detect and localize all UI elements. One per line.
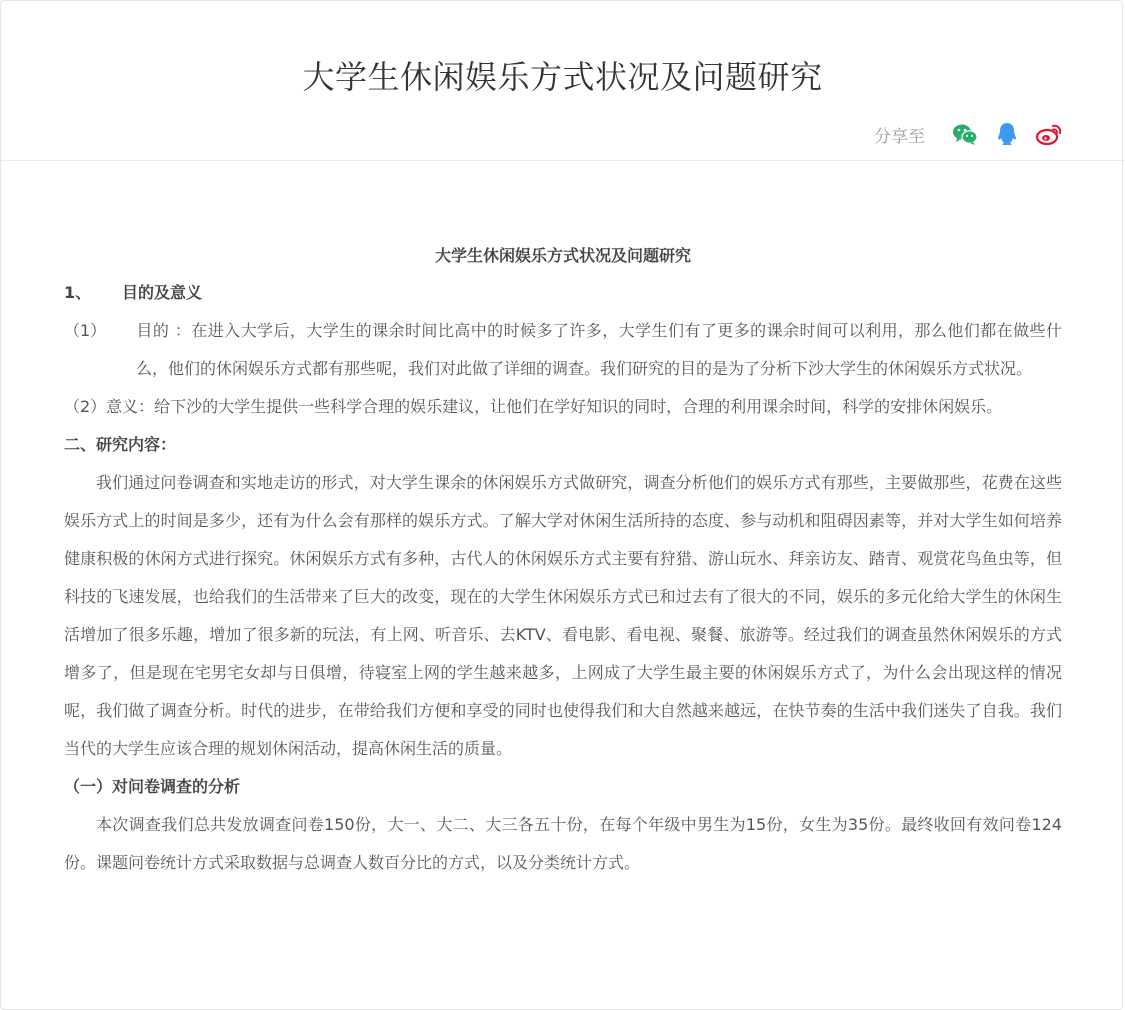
article-header	[0, 0, 1125, 161]
document-title: 大学生休闲娱乐方式状况及问题研究	[434, 246, 691, 265]
share-bar	[874, 120, 1063, 148]
paragraph-questionnaire: 本次调查我们总共发放调查问卷150份，大一、大二、大三各五十份，在每个年级中男生为15份，女生为35份。最终收回有效问卷124份。课题问卷统计方式采取数据与总调查人数百分比的方式，以及分类统计方式。	[64, 815, 1062, 872]
section-2-heading: 二、研究内容：	[64, 435, 177, 454]
paragraph-research-content: 我们通过问卷调查和实地走访的形式，对大学生课余的休闲娱乐方式做研究，调查分析他们的娱乐方式有那些，主要做那些，花费在这些娱乐方式上的时间是多少，还有为什么会有那样的娱乐方式。了解大学对休闲生活所持的态度、参与动机和阻碍因素等，并对大学生如何培养健康积极的休闲方式进行探究。休闲娱乐方式有多种，古代人的休闲娱乐方式主要有狩猎、游山玩水、拜亲访友、踏青、观赏花鸟鱼虫等，但科技的飞速发展，也给我们的生活带来了巨大的改变，现在的大学生休闲娱乐方式已和过去有了很大的不同，娱乐的多元化给大学生的休闲生活增加了很多乐趣，增加了很多新的玩法，有上网、听音乐、去KTV、看电影、看电视、聚餐、旅游等。经过我们的调查虽然休闲娱乐的方式增多了，但是现在宅男宅女却与日俱增，待寝室上网的学生越来越多，上网成了大学生最主要的休闲娱乐方式了，为什么会出现这样的情况呢，我们做了调查分析。时代的进步，在带给我们方便和享受的同时也使得我们和大自然越来越远，在快节奏的生活中我们迷失了自我。我们当代的大学生应该合理的规划休闲活动，提高休闲生活的质量。	[64, 473, 1062, 758]
wechat-icon[interactable]	[951, 120, 979, 148]
section-1-heading	[64, 274, 1062, 312]
section-1-title: 目的及意义	[122, 283, 203, 302]
paragraph-purpose	[64, 312, 1062, 388]
article-body	[64, 238, 1062, 882]
paragraph-purpose-text: 目的 ：在进入大学后，大学生的课余时间比高中的时候多了许多，大学生们有了更多的课余时间可以利用，那么他们都在做些什么，他们的休闲娱乐方式都有那些呢，我们对此做了详细的调查。我们研究的目的是为了分析下沙大学生的休闲娱乐方式状况。	[136, 321, 1062, 378]
paragraph-significance: （2）意义：给下沙的大学生提供一些科学合理的娱乐建议，让他们在学好知识的同时，合理的利用课余时间，科学的安排休闲娱乐。	[64, 397, 1003, 416]
section-1-number: 1、	[64, 283, 92, 302]
subsection-questionnaire-heading: （一）对问卷调查的分析	[64, 777, 241, 796]
qq-icon[interactable]	[993, 120, 1021, 148]
paragraph-purpose-label: （1）	[64, 321, 107, 340]
weibo-icon[interactable]	[1035, 120, 1063, 148]
page-title: 大学生休闲娱乐方式状况及问题研究	[302, 58, 823, 96]
share-label: 分享至	[874, 126, 925, 147]
